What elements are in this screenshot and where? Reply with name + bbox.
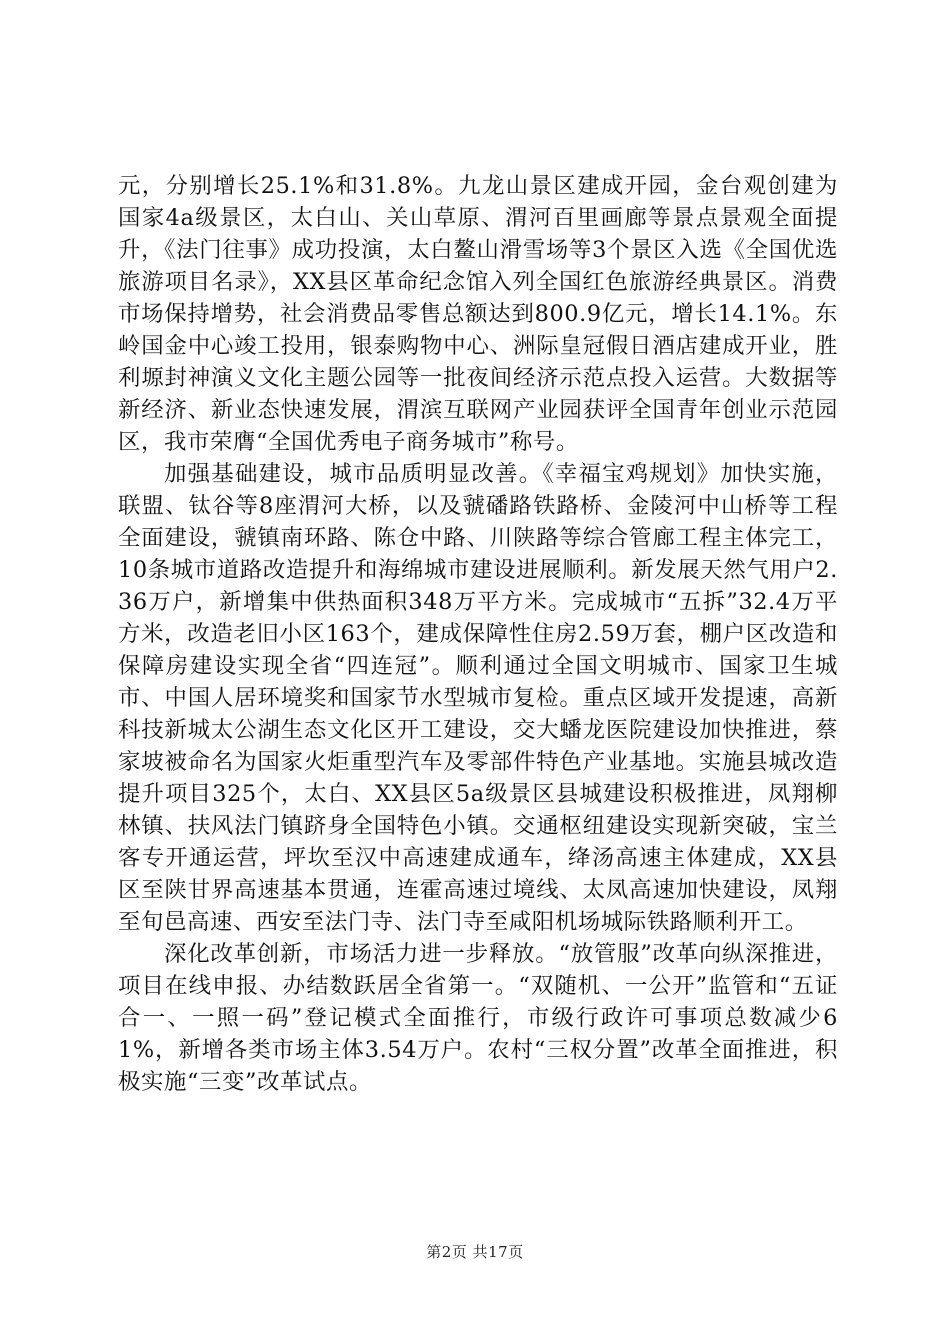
paragraph-tourism-consumption: 元，分别增长25.1%和31.8%。九龙山景区建成开园，金台观创建为国家4a级景区，太白山、关山草原、渭河百里画廊等景点景观全面提升，《法门往事》成功投演，太白鳌山滑雪场等3个景区入选《全国优选旅游项目名录》，XX县区革命纪念馆入列全国红色旅游经典景区。消费市场保持增势，社会消费品零售总额达到800.9亿元，增长14.1%。东岭国金中心竣工投用，银泰购物中心、洲际皇冠假日酒店建成开业，胜利塬封神演义文化主题公园等一批夜间经济示范点投入运营。大数据等新经济、新业态快速发展，渭滨互联网产业园获评全国青年创业示范园区，我市荣膺“全国优秀电子商务城市”称号。 (118, 173, 838, 455)
paragraph-infrastructure: 加强基础建设，城市品质明显改善。《幸福宝鸡规划》加快实施，联盟、钛谷等8座渭河大桥，以及虢磻路铁路桥、金陵河中山桥等工程全面建设，虢镇南环路、陈仓中路、川陕路等综合管廊工程主体完工，10条城市道路改造提升和海绵城市建设进展顺利。新发展天然气用户2.36万户，新增集中供热面积348万平方米。完成城市“五拆”32.4万平方米，改造老旧小区163个，建成保障性住房2.59万套，棚户区改造和保障房建设实现全省“四连冠”。顺利通过全国文明城市、国家卫生城市、中国人居环境奖和国家节水型城市复检。重点区域开发提速，高新科技新城太公湖生态文化区开工建设，交大蟠龙医院建设加快推进，蔡家坡被命名为国家火炬重型汽车及零部件特色产业基地。实施县城改造提升项目325个，太白、XX县区5a级景区县城建设积极推进，凤翔柳林镇、扶风法门镇跻身全国特色小镇。交通枢纽建设实现新突破，宝兰客专开通运营，坪坎至汉中高速建成通车，绛汤高速主体建成，XX县区至陕甘界高速基本贯通，连霍高速过境线、太凤高速加快建设，凤翔至旬邑高速、西安至法门寺、法门寺至咸阳机场城际铁路顺利开工。 (118, 461, 838, 935)
page-number-footer: 第2页 共17页 (426, 1243, 524, 1261)
document-body (118, 170, 838, 1098)
paragraph-reform: 深化改革创新，市场活力进一步释放。“放管服”改革向纵深推进，项目在线申报、办结数跃居全省第一。“双随机、一公开”监管和“五证合一、一照一码”登记模式全面推行，市级行政许可事项总数减少61%，新增各类市场主体3.54万户。农村“三权分置”改革全面推进，积极实施“三变”改革试点。 (118, 941, 838, 1095)
